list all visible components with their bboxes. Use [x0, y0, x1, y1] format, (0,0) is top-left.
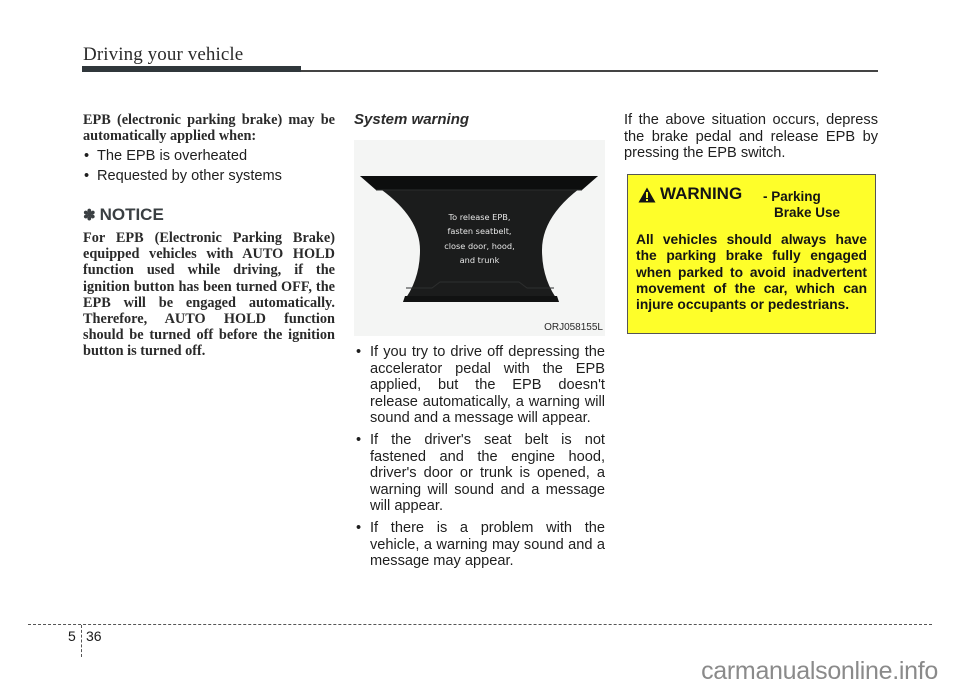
watermark: carmanualsonline.info: [701, 657, 938, 685]
list-item: • If the driver's seat belt is not fastened and the engine hood, driver's door or trunk is opened, a warning will sound and a message will appear.: [356, 431, 605, 515]
epb-auto-apply-intro: EPB (electronic parking brake) may be automatically applied when:: [83, 112, 335, 145]
bullet-icon: •: [356, 431, 362, 448]
warning-subtitle-cont: Brake Use: [774, 205, 841, 220]
warning-body: All vehicles should always have the parking brake fully engaged when parked to avoid inadvertent movement of the car, which can injure occupants or pedestrians.: [636, 232, 867, 313]
warning-heading: [636, 185, 867, 219]
warning-triangle-icon: [638, 187, 656, 203]
asterisk-icon: ✽: [83, 207, 96, 224]
epb-auto-apply-list: [83, 148, 335, 188]
system-warning-list: [354, 344, 605, 575]
cluster-message: To release EPB, fasten seatbelt, close door, hood, and trunk: [444, 212, 515, 265]
bullet-icon: •: [356, 519, 362, 536]
section-title-system-warning: System warning: [354, 111, 470, 128]
notice-body: For EPB (Electronic Parking Brake) equipped vehicles with AUTO HOLD function used while driving, if the ignition button has been turned OFF, the EPB will be engaged automatically. Therefore, AUTO HOLD function should be turned off before the ignition button is turned off.: [83, 230, 335, 360]
bullet-icon: •: [84, 148, 90, 164]
list-item: • If you try to drive off depressing the accelerator pedal with the EPB applied, but the EPB doesn't release automatically, a warning will sound and a message will appear.: [356, 344, 605, 427]
bullet-icon: •: [84, 168, 90, 185]
footer-page-divider: [81, 625, 82, 657]
page-header-title: Driving your vehicle: [83, 44, 244, 65]
warning-label: WARNING: [660, 184, 743, 203]
list-item: • The EPB is overheated: [84, 148, 248, 164]
chapter-number: 5: [68, 628, 76, 644]
header-rule-thin: [301, 70, 878, 72]
page-number: 36: [86, 628, 102, 644]
cluster-display-figure: [354, 140, 605, 336]
header-rule-thick: [82, 66, 301, 72]
notice-heading: ✽ NOTICE: [83, 205, 164, 224]
list-item: • If there is a problem with the vehicle, a warning may sound and a message may appear.: [356, 519, 605, 570]
figure-code: ORJ058155L: [544, 322, 603, 333]
bullet-icon: •: [356, 344, 362, 360]
release-instructions: If the above situation occurs, depress the brake pedal and release EPB by pressing the EPB switch.: [624, 112, 878, 162]
warning-subtitle: - Parking: [763, 189, 821, 204]
footer-divider: [28, 624, 932, 625]
list-item: • Requested by other systems: [84, 168, 282, 185]
warning-box: [627, 174, 876, 334]
